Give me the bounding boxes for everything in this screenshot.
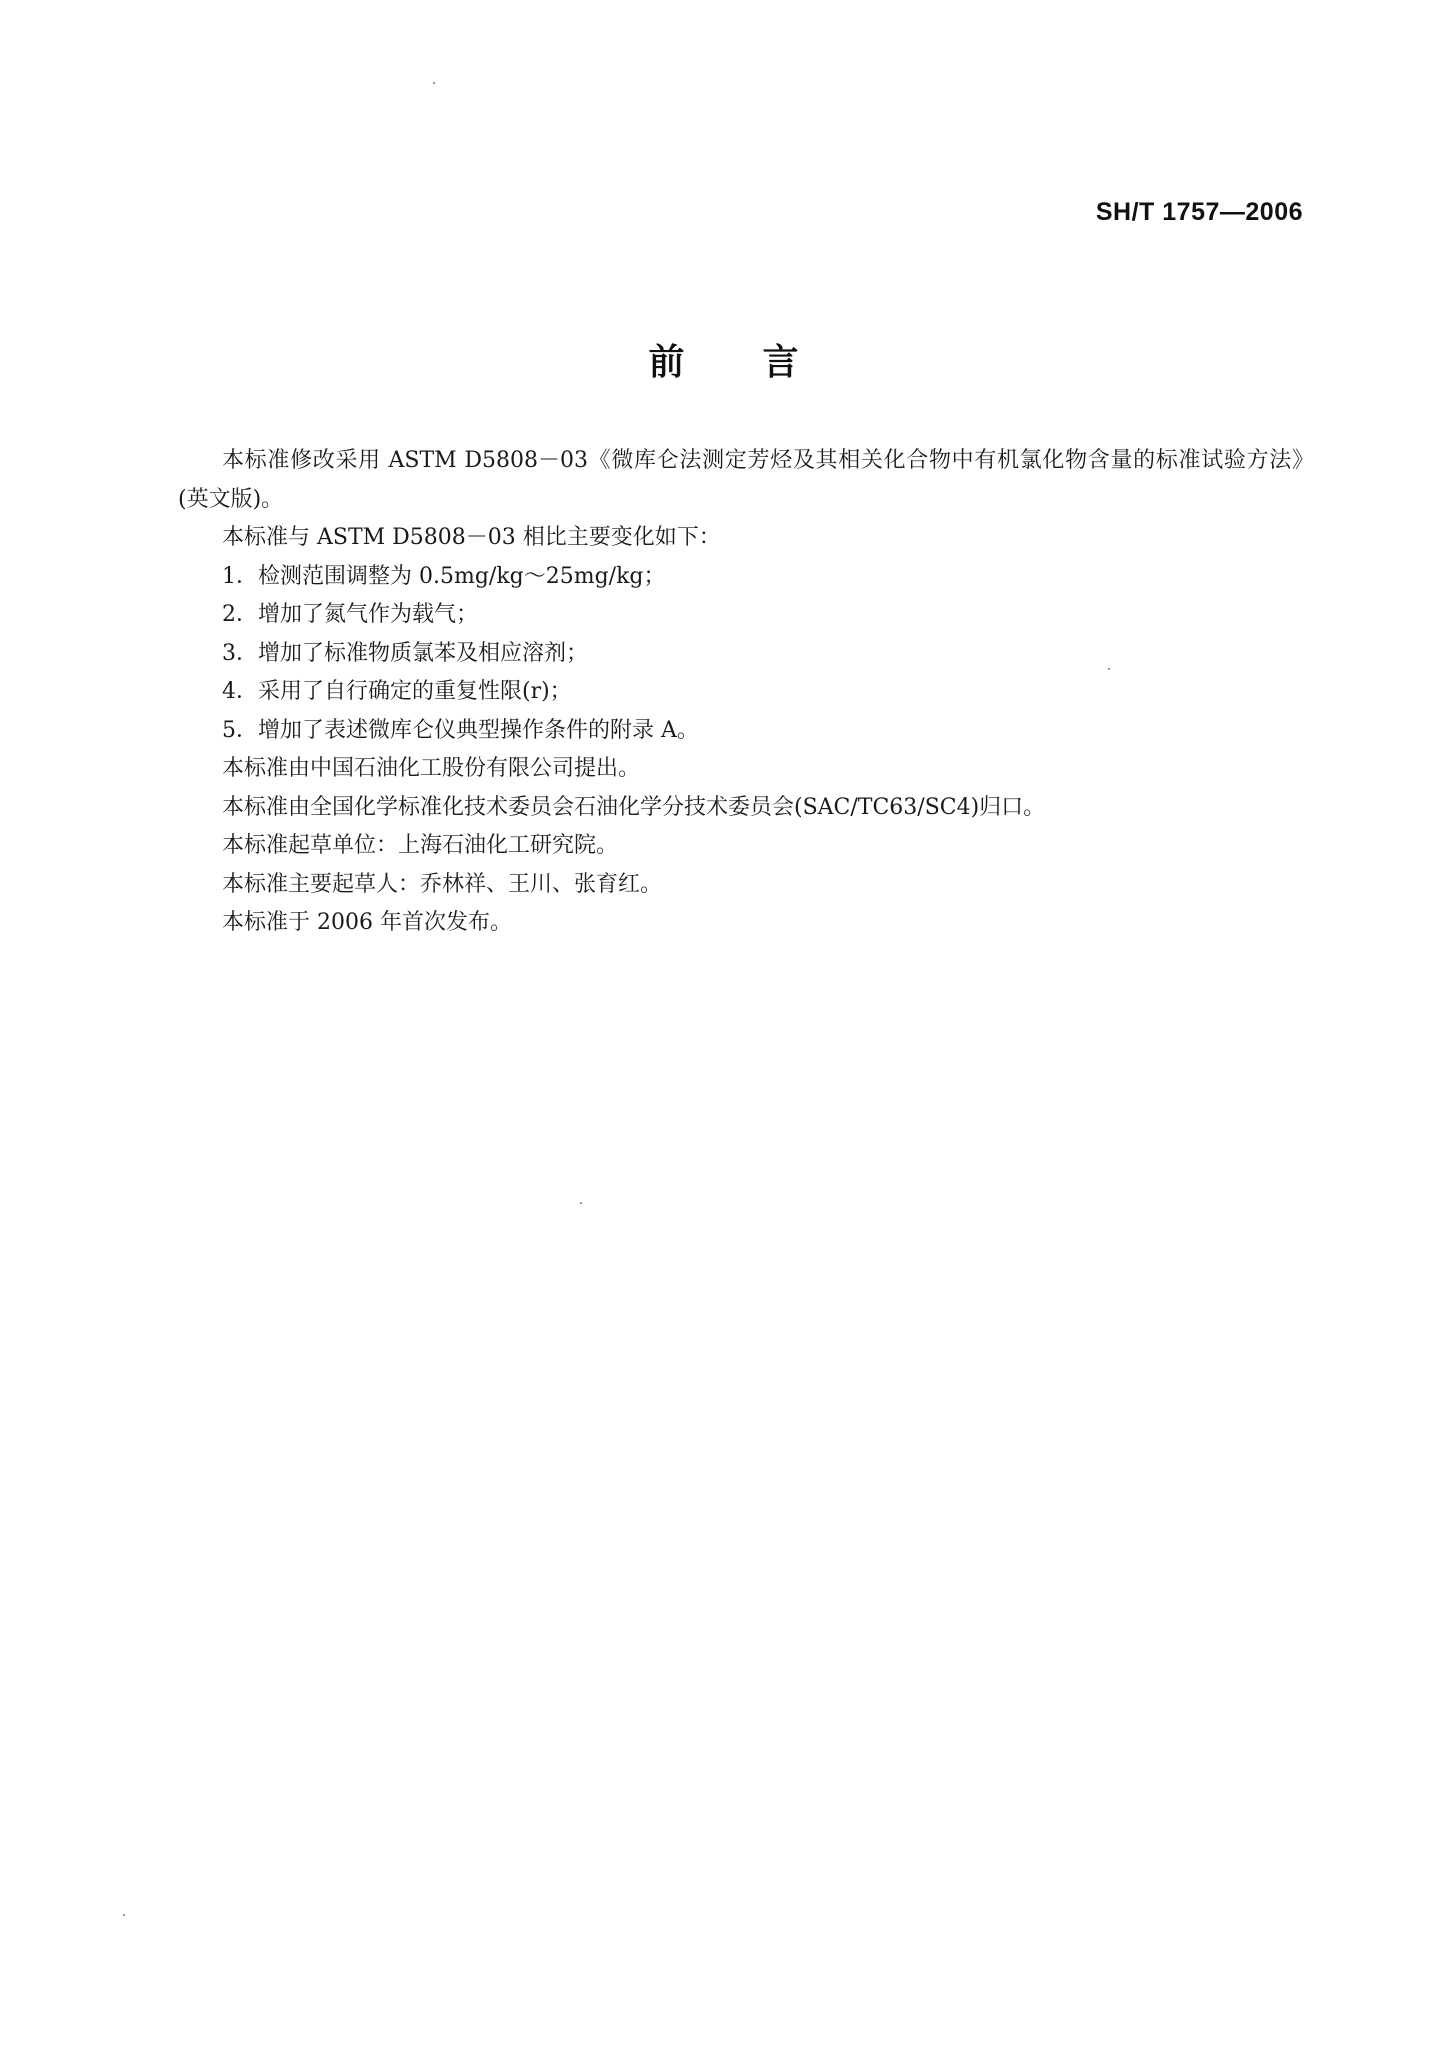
paragraph-drafting-unit: 本标准起草单位：上海石油化工研究院。: [222, 833, 619, 858]
paragraph-drafters: 本标准主要起草人：乔林祥、王川、张育红。: [222, 871, 663, 897]
paragraph-release: 本标准于 2006 年首次发布。: [222, 910, 512, 935]
paragraph-changes-intro: 本标准与 ASTM D5808－03 相比主要变化如下：: [222, 525, 721, 550]
list-item-change-1: 1．检测范围调整为 0.5mg/kg～25mg/kg；: [222, 563, 666, 589]
paragraph-adoption: 本标准修改采用 ASTM D5808－03《微库仑法测定芳烃及其相关化合物中有机氯化物含量的标准试验方法》(英文版)。: [178, 448, 1314, 512]
scan-speck: [123, 1914, 125, 1916]
paragraph-proposer: 本标准由中国石油化工股份有限公司提出。: [222, 756, 641, 781]
foreword-body: [178, 442, 1314, 943]
list-item-change-3: 3．增加了标准物质氯苯及相应溶剂；: [222, 640, 588, 666]
standard-code: SH/T 1757—2006: [1095, 198, 1303, 226]
scan-speck: [580, 1202, 582, 1204]
scan-speck: [433, 82, 435, 84]
page-title: 前言: [648, 342, 877, 383]
list-item-change-5: 5．增加了表述微库仑仪典型操作条件的附录 A。: [222, 717, 699, 743]
list-item-change-2: 2．增加了氮气作为载气；: [222, 602, 478, 627]
list-item-change-4: 4．采用了自行确定的重复性限(r)；: [222, 679, 572, 704]
paragraph-administrator: 本标准由全国化学标准化技术委员会石油化学分技术委员会(SAC/TC63/SC4)归口。: [222, 794, 1046, 820]
